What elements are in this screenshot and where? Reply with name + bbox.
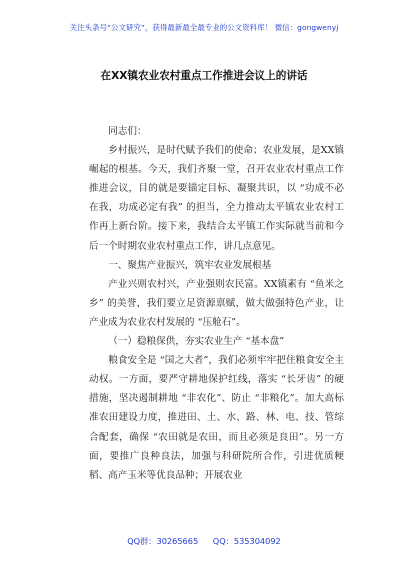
paragraph-intro: 乡村振兴，是时代赋予我们的使命；农业发展，是XX镇崛起的根基。今天，我们齐聚一堂，召开农业农村重点工作推进会议，目的就是要锚定目标、凝聚共识，以 “功成不必在我，功成必定有我” 的担当，全力推动太平镇农业农村工作再上新台阶。接下来，我结合太平镇工作实际就当前和今后一个时期农业农村重点工作，讲几点意见。 <box>89 145 344 252</box>
document-title: 在XX镇农业农村重点工作推进会议上的讲话 <box>100 70 308 82</box>
document-body <box>89 122 344 485</box>
footer-contacts <box>0 536 408 547</box>
paragraph-industry: 产业兴则农村兴，产业强则农民富。XX镇素有 “鱼米之乡” 的美誉，我们要立足资源禀赋，做大做强特色产业，让产业成为农业农村发展的 “压舱石”。 <box>89 278 344 328</box>
section-heading-1: 一、聚焦产业振兴，筑牢农业发展根基 <box>108 259 272 271</box>
subsection-heading-1: （一）稳粮保供，夯实农业生产 “基本盘” <box>108 336 285 348</box>
paragraph-grain-security: 粮食安全是 “国之大者”，我们必须牢牢把住粮食安全主动权。一方面，要严守耕地保护红线，落实 “长牙齿” 的硬措施，坚决遏制耕地 “非农化”、防止 “非粮化”。加大高标准农田建设力度，推进田、土、水、路、林、电、技、管综合配套，确保 “农田就是农田，而且必须是良田”。另一方面，要推广良种良法，加强与科研院所合作，引进优质粳稻、高产玉米等优良品种；开展农业 <box>89 355 344 481</box>
footer-qq-group: QQ群：30265665 <box>127 536 199 546</box>
footer-qq-number: QQ：535304092 <box>212 536 281 546</box>
header-notice: 关注头条号“公文研究”，获得最新最全最专业的公文资料库！ 微信：gongwenyj <box>69 23 339 32</box>
greeting: 同志们： <box>108 126 147 137</box>
